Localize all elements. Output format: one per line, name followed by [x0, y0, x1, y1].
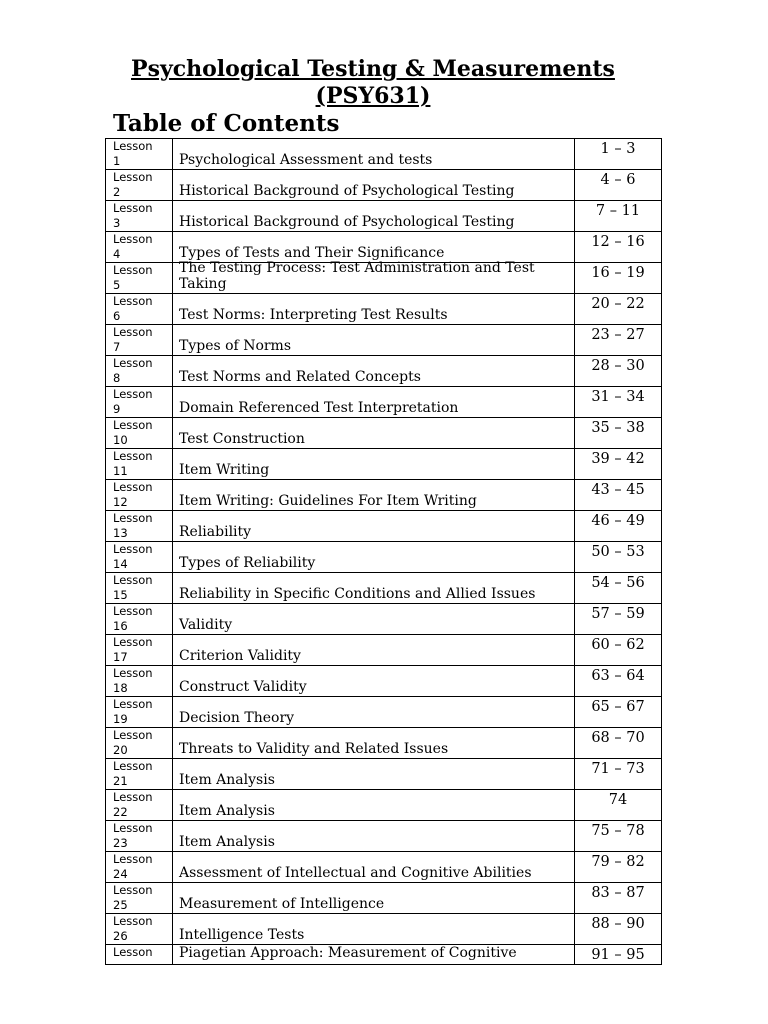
lesson-cell: [106, 232, 173, 263]
lesson-label: Lesson 19: [113, 697, 153, 726]
lesson-label: Lesson 7: [113, 325, 153, 354]
pages-cell: [575, 821, 662, 852]
topic-cell: [173, 790, 575, 821]
toc-row: [106, 387, 662, 418]
toc-heading: Table of Contents: [113, 110, 340, 137]
lesson-pages: 63 – 64: [591, 668, 645, 684]
lesson-pages: 7 – 11: [595, 203, 641, 219]
lesson-pages: 12 – 16: [591, 234, 645, 250]
lesson-topic: Test Construction: [179, 431, 305, 447]
toc-body: [106, 139, 662, 965]
lesson-topic: Reliability in Specific Conditions and Allied Issues: [179, 586, 536, 602]
lesson-pages: 46 – 49: [591, 513, 645, 529]
lesson-cell: [106, 666, 173, 697]
pages-cell: [575, 635, 662, 666]
toc-row: [106, 604, 662, 635]
lesson-topic: Test Norms and Related Concepts: [179, 369, 421, 385]
toc-row: [106, 573, 662, 604]
pages-cell: [575, 263, 662, 294]
pages-cell: [575, 666, 662, 697]
pages-cell: [575, 573, 662, 604]
topic-cell: [173, 883, 575, 914]
lesson-topic: Reliability: [179, 524, 252, 540]
lesson-cell: [106, 697, 173, 728]
topic-cell: [173, 356, 575, 387]
lesson-cell: [106, 201, 173, 232]
topic-cell: [173, 418, 575, 449]
lesson-pages: 57 – 59: [591, 606, 645, 622]
topic-cell: [173, 139, 575, 170]
topic-cell: [173, 728, 575, 759]
lesson-pages: 39 – 42: [591, 451, 645, 467]
lesson-topic: Validity: [179, 617, 233, 633]
lesson-pages: 75 – 78: [591, 823, 645, 839]
toc-row: [106, 449, 662, 480]
lesson-label: Lesson 3: [113, 201, 153, 230]
lesson-label: Lesson 13: [113, 511, 153, 540]
lesson-label: Lesson: [113, 945, 153, 959]
lesson-cell: [106, 356, 173, 387]
lesson-topic: Historical Background of Psychological Testing: [179, 183, 515, 199]
lesson-topic: Threats to Validity and Related Issues: [179, 741, 449, 757]
document-title: [0, 56, 746, 110]
lesson-topic: Construct Validity: [179, 679, 307, 695]
toc-row: [106, 480, 662, 511]
topic-cell: [173, 852, 575, 883]
lesson-cell: [106, 418, 173, 449]
toc-row: [106, 821, 662, 852]
lesson-pages: 1 – 3: [600, 141, 636, 157]
lesson-cell: [106, 604, 173, 635]
lesson-cell: [106, 542, 173, 573]
lesson-label: Lesson 4: [113, 232, 153, 261]
topic-cell: [173, 480, 575, 511]
lesson-label: Lesson 23: [113, 821, 153, 850]
lesson-cell: [106, 728, 173, 759]
topic-cell: [173, 604, 575, 635]
lesson-label: Lesson 8: [113, 356, 153, 385]
lesson-cell: [106, 883, 173, 914]
title-line-1: Psychological Testing & Measurements: [131, 56, 615, 82]
lesson-cell: [106, 449, 173, 480]
lesson-topic: Types of Norms: [179, 338, 292, 354]
topic-cell: [173, 449, 575, 480]
toc-row: [106, 945, 662, 965]
lesson-cell: [106, 852, 173, 883]
lesson-label: Lesson 18: [113, 666, 153, 695]
lesson-label: Lesson 5: [113, 263, 153, 292]
lesson-cell: [106, 790, 173, 821]
topic-cell: [173, 232, 575, 263]
pages-cell: [575, 604, 662, 635]
topic-cell: [173, 945, 575, 965]
pages-cell: [575, 201, 662, 232]
lesson-pages: 4 – 6: [600, 172, 636, 188]
lesson-cell: [106, 635, 173, 666]
lesson-cell: [106, 945, 173, 965]
toc-row: [106, 139, 662, 170]
lesson-topic: Decision Theory: [179, 710, 295, 726]
pages-cell: [575, 418, 662, 449]
lesson-label: Lesson 26: [113, 914, 153, 943]
lesson-pages: 20 – 22: [591, 296, 645, 312]
topic-cell: [173, 294, 575, 325]
lesson-topic: Types of Tests and Their Significance: [179, 245, 445, 261]
pages-cell: [575, 449, 662, 480]
lesson-label: Lesson 24: [113, 852, 153, 881]
lesson-topic: Item Analysis: [179, 772, 275, 788]
lesson-topic: Item Writing: Guidelines For Item Writing: [179, 493, 477, 509]
lesson-label: Lesson 6: [113, 294, 153, 323]
lesson-topic: Measurement of Intelligence: [179, 896, 385, 912]
lesson-pages: 68 – 70: [591, 730, 645, 746]
lesson-topic: Item Analysis: [179, 834, 275, 850]
topic-cell: [173, 759, 575, 790]
lesson-pages: 74: [608, 792, 628, 808]
pages-cell: [575, 325, 662, 356]
lesson-label: Lesson 25: [113, 883, 153, 912]
lesson-label: Lesson 16: [113, 604, 153, 633]
toc-row: [106, 728, 662, 759]
lesson-label: Lesson 22: [113, 790, 153, 819]
lesson-pages: 16 – 19: [591, 265, 645, 281]
toc-row: [106, 697, 662, 728]
lesson-label: Lesson 17: [113, 635, 153, 664]
lesson-topic: Types of Reliability: [179, 555, 316, 571]
lesson-cell: [106, 325, 173, 356]
topic-cell: [173, 387, 575, 418]
lesson-cell: [106, 294, 173, 325]
toc-table: [105, 138, 662, 965]
toc-row: [106, 852, 662, 883]
toc-row: [106, 790, 662, 821]
toc-row: [106, 635, 662, 666]
lesson-label: Lesson 10: [113, 418, 153, 447]
toc-row: [106, 356, 662, 387]
toc-row: [106, 883, 662, 914]
pages-cell: [575, 139, 662, 170]
lesson-label: Lesson 9: [113, 387, 153, 416]
pages-cell: [575, 170, 662, 201]
lesson-pages: 71 – 73: [591, 761, 645, 777]
lesson-label: Lesson 14: [113, 542, 153, 571]
lesson-pages: 31 – 34: [591, 389, 645, 405]
topic-cell: [173, 170, 575, 201]
toc-row: [106, 170, 662, 201]
lesson-topic: Item Writing: [179, 462, 270, 478]
lesson-cell: [106, 759, 173, 790]
lesson-pages: 79 – 82: [591, 854, 645, 870]
lesson-topic: The Testing Process: Test Administration and Test Taking: [179, 260, 535, 292]
topic-cell: [173, 260, 575, 294]
toc-row: [106, 232, 662, 263]
lesson-label: Lesson 2: [113, 170, 153, 199]
lesson-topic: Domain Referenced Test Interpretation: [179, 400, 459, 416]
pages-cell: [575, 914, 662, 945]
toc-row: [106, 914, 662, 945]
lesson-cell: [106, 170, 173, 201]
lesson-pages: 23 – 27: [591, 327, 645, 343]
pages-cell: [575, 480, 662, 511]
pages-cell: [575, 790, 662, 821]
lesson-cell: [106, 480, 173, 511]
lesson-cell: [106, 139, 173, 170]
toc-row: [106, 666, 662, 697]
toc-row: [106, 511, 662, 542]
lesson-pages: 60 – 62: [591, 637, 645, 653]
pages-cell: [575, 511, 662, 542]
lesson-cell: [106, 511, 173, 542]
pages-cell: [575, 759, 662, 790]
topic-cell: [173, 542, 575, 573]
lesson-pages: 35 – 38: [591, 420, 645, 436]
lesson-topic: Criterion Validity: [179, 648, 301, 664]
toc-row: [106, 418, 662, 449]
lesson-topic: Psychological Assessment and tests: [179, 152, 433, 168]
pages-cell: [575, 542, 662, 573]
lesson-topic: Historical Background of Psychological Testing: [179, 214, 515, 230]
topic-cell: [173, 666, 575, 697]
lesson-topic: Test Norms: Interpreting Test Results: [179, 307, 448, 323]
lesson-cell: [106, 821, 173, 852]
lesson-label: Lesson 15: [113, 573, 153, 602]
toc-row: [106, 325, 662, 356]
title-line-2: (PSY631): [315, 83, 431, 109]
lesson-pages: 65 – 67: [591, 699, 645, 715]
lesson-label: Lesson 20: [113, 728, 153, 757]
toc-row: [106, 542, 662, 573]
topic-cell: [173, 914, 575, 945]
lesson-pages: 54 – 56: [591, 575, 645, 591]
toc-row: [106, 759, 662, 790]
pages-cell: [575, 883, 662, 914]
pages-cell: [575, 387, 662, 418]
lesson-pages: 88 – 90: [591, 916, 645, 932]
lesson-topic: Intelligence Tests: [179, 927, 305, 943]
topic-cell: [173, 635, 575, 666]
pages-cell: [575, 697, 662, 728]
pages-cell: [575, 294, 662, 325]
lesson-pages: 83 – 87: [591, 885, 645, 901]
toc-row: [106, 263, 662, 294]
topic-cell: [173, 573, 575, 604]
lesson-label: Lesson 11: [113, 449, 153, 478]
lesson-label: Lesson 21: [113, 759, 153, 788]
topic-cell: [173, 821, 575, 852]
toc-row: [106, 201, 662, 232]
pages-cell: [575, 945, 662, 965]
pages-cell: [575, 232, 662, 263]
topic-cell: [173, 201, 575, 232]
lesson-topic: Assessment of Intellectual and Cognitive Abilities: [179, 865, 532, 881]
topic-cell: [173, 697, 575, 728]
lesson-topic: Piagetian Approach: Measurement of Cognitive: [179, 945, 517, 961]
topic-cell: [173, 511, 575, 542]
pages-cell: [575, 356, 662, 387]
pages-cell: [575, 728, 662, 759]
lesson-cell: [106, 573, 173, 604]
pages-cell: [575, 852, 662, 883]
lesson-pages: 50 – 53: [591, 544, 645, 560]
lesson-topic: Item Analysis: [179, 803, 275, 819]
lesson-label: Lesson 12: [113, 480, 153, 509]
lesson-cell: [106, 263, 173, 294]
lesson-pages: 91 – 95: [591, 947, 645, 963]
lesson-cell: [106, 914, 173, 945]
topic-cell: [173, 325, 575, 356]
lesson-label: Lesson 1: [113, 139, 153, 168]
lesson-pages: 28 – 30: [591, 358, 645, 374]
lesson-pages: 43 – 45: [591, 482, 645, 498]
toc-row: [106, 294, 662, 325]
lesson-cell: [106, 387, 173, 418]
